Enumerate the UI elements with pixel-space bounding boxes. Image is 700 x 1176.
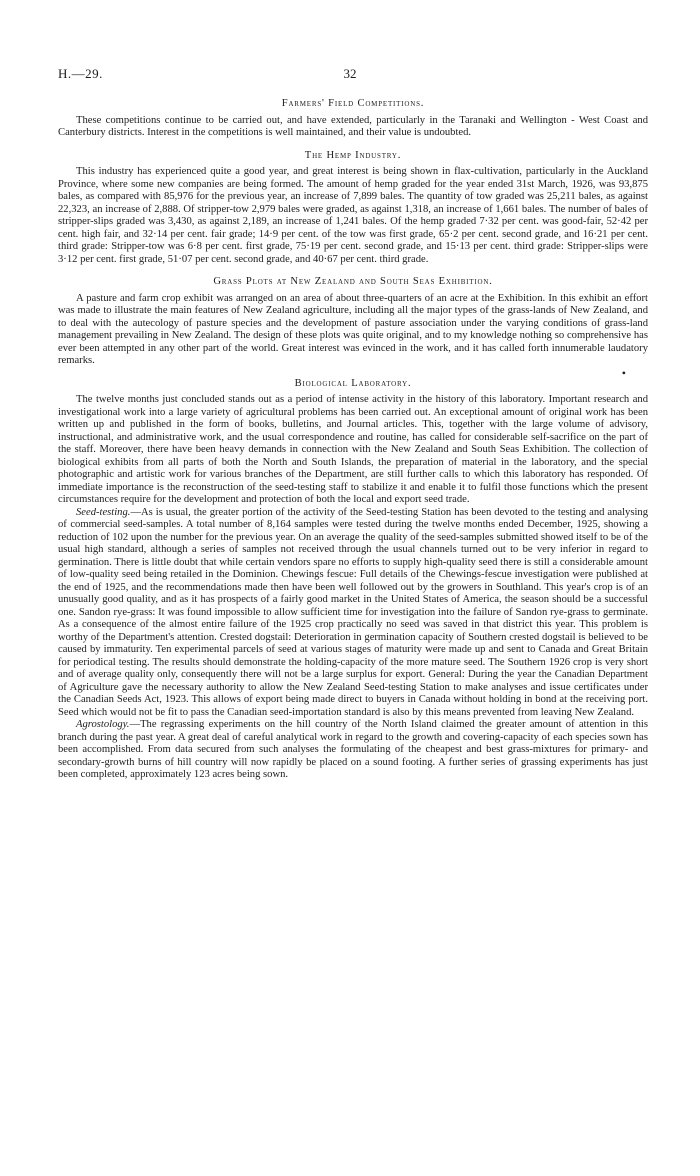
- document-id: H.—29.: [58, 66, 103, 81]
- paragraph-bio-lab-intro: The twelve months just concluded stands out as a period of intense activity in the history of this laboratory. Important research and investigational work into a large variety of agricultural problems has been carried out. An exceptional amount of original work has been written up and published in the form of books, bulletins, and Journal articles. This, together with the large volume of advisory, instructional, and administrative work, and the usual correspondence and routine, has called for considerable self-sacrifice on the part of the staff. Moreover, there have been heavy demands in connection with the New Zealand and South Seas Exhibition. The collection of biological exhibits from all parts of both the North and South Islands, the preparation of material in the laboratory, and the special photographic and artistic work for various branches of the Department, are still further calls to which this laboratory has responded. Of immediate importance is the reconstruction of the seed-testing staff to stabilize it and enable it to fulfil those functions which the present circumstances require for the development and protection of both the local and export seed trade.: [58, 394, 648, 505]
- seed-testing-label: Seed-testing.: [76, 506, 131, 518]
- page-number: 32: [343, 66, 357, 81]
- section-heading-grass-plots: Grass Plots at New Zealand and South Seas Exhibition.: [213, 276, 493, 287]
- paragraph-hemp: This industry has experienced quite a good year, and great interest is being shown in flax-cultivation, particularly in the Auckland Province, where some new companies are being formed. The amount of hemp graded for the year ended 31st March, 1926, was 93,875 bales, as compared with 85,976 for the previous year, an increase of 7,899 bales. The quantity of tow graded was 25,211 bales, as against 22,323, an increase of 2,888. Of stripper-tow 2,979 bales were graded, as against 1,318, an increase of 1,661 bales. The number of bales of stripper-slips graded was 3,430, as against 2,189, an increase of 1,241 bales. Of the hemp graded 7·32 per cent. was good-fair, 52·42 per cent. high fair, and 32·14 per cent. fair grade; 14·9 per cent. of the tow was first grade, 65·2 per cent. second grade, and 16·21 per cent. third grade: Stripper-tow was 6·8 per cent. first grade, 75·19 per cent. second grade, and 15·13 per cent. third grade: Stripper-slips were 3·12 per cent. first grade, 51·07 per cent. second grade, and 40·67 per cent. third grade.: [58, 166, 648, 265]
- agrostology-label: Agrostology.: [76, 719, 130, 730]
- section-heading-farmers: Farmers' Field Competitions.: [281, 98, 425, 109]
- seed-testing-text: —As is usual, the greater portion of the activity of the Seed-testing Station has been devoted to the testing and analysing of commercial seed-samples. A total number of 8,164 samples were tested during the twelve months ended December, 1925, showing a reduction of 102 upon the number for the previous year. On an average the quality of the seed-samples submitted showed itself to be of the usual high standard, although a series of samples not received through the usual channels turned out to be very inferior in regard to germination. There is little doubt that while certain vendors spare no efforts to supply high-quality seed there is still a considerable amount of low-quality seed being retailed in the Dominion. Chewings fescue: Full details of the Chewings-fescue investigation were published at the end of 1925, and the recommendations made then have been well followed out by the growers in Southland. This year's crop is of an unusually good quality, and as it has prospects of a fairly good market in the United States of America, the season should be a successful one. Sandon rye-grass: It was found impossible to allow sufficient time for investigation into the failure of Sandon rye-grass to germinate. As a consequence of the almost entire failure of the 1925 crop practically no seed was saved in that district this year. This problem is worthy of the Department's attention. Crested dogstail: Deterioration in germination capacity of Southern crested dogstail is believed to be caused by immaturity. Ten experimental parcels of seed at various stages of maturity were made up and sent to Canada and Great Britain for periodical testing. The results should demonstrate the holding-capacity of the more mature seed. The Southern 1926 crop is very short and of average quality only, consequently there will not be a large surplus for export. General: During the year the Canadian Department of Agriculture gave the necessary authority to allow the New Zealand Seed-testing Station to make analyses and issue certificates under the Canadian Seeds Act, 1923. This allows of export being made direct to buyers in Canada without holding in bond at the receiving port. Seed which would not be fit to pass the Canadian seed-importation standard is also by this means prevented from leaving New Zealand.: [58, 506, 648, 718]
- section-heading-hemp: The Hemp Industry.: [304, 149, 402, 161]
- section-heading-bio-lab: Biological Laboratory.: [294, 377, 412, 389]
- agrostology-text: —The regrassing experiments on the hill country of the North Island claimed the greater amount of attention in this branch during the past year. A great deal of careful analytical work in regard to the growth and covering-capacity of each species sown has been accomplished. From data secured from such analyses the formulating of the cheapest and best grass-mixtures for primary- and secondary-growth burns of hill country will now rapidly be placed on a sound footing. A further series of grassing experiments has just been completed, approximately 123 acres being sown.: [58, 719, 648, 780]
- paragraph-farmers: These competitions continue to be carried out, and have extended, particularly in the Taranaki and Wellington - West Coast and Canterbury districts. Interest in the competitions is well maintained, and their value is undoubted.: [58, 114, 648, 138]
- stray-mark: •: [621, 365, 626, 380]
- page-body: [58, 98, 648, 782]
- paragraph-seed-testing: [58, 507, 648, 720]
- paragraph-agrostology: [58, 719, 648, 782]
- paragraph-grass-plots: A pasture and farm crop exhibit was arranged on an area of about three-quarters of an acre at the Exhibition. In this exhibit an effort was made to illustrate the main features of New Zealand agriculture, including all the major types of the grass-lands of New Zealand, and to deal with the autecology of pasture species and the development of pasture association under the varying conditions of grass-land management prevailing in New Zealand. The design of these plots was quite original, and to my knowledge nothing so comprehensive has ever been attempted in any other part of the world. Great interest was evinced in the work, and it has called forth innumerable laudatory remarks.: [58, 292, 648, 366]
